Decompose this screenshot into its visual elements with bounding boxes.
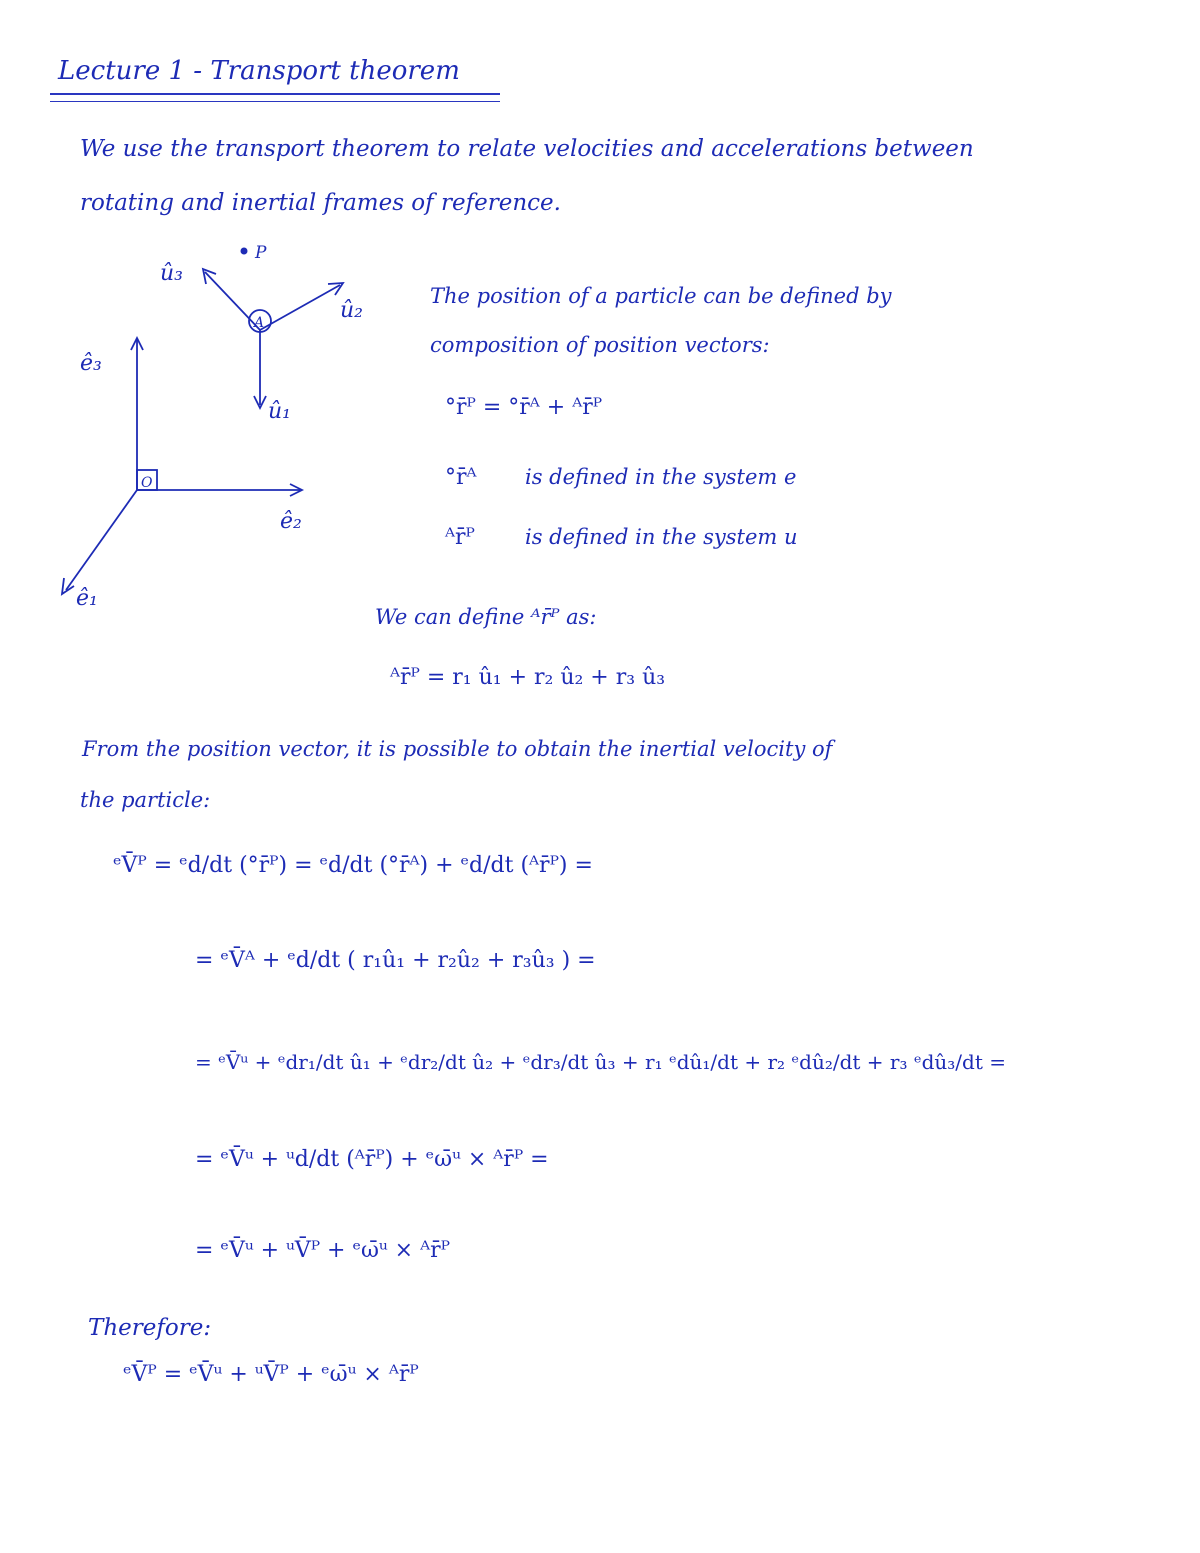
define-vector-text: We can define ᴬr̄ᴾ as:: [375, 605, 597, 629]
definition-2-vector: ᴬr̄ᴾ: [445, 525, 475, 550]
e1-axis: [66, 490, 137, 590]
velocity-line-1: ᵉV̄ᴾ = ᵉd/dt (°r̄ᴾ) = ᵉd/dt (°r̄ᴬ) + ᵉd/dt (ᴬr̄ᴾ) =: [113, 853, 593, 878]
point-a-label: A: [254, 315, 265, 331]
velocity-text-1: From the position vector, it is possible to obtain the inertial velocity of: [82, 737, 833, 761]
definition-2-text: is defined in the system u: [525, 525, 798, 549]
e3-label: ê₃: [80, 351, 102, 376]
e2-label: ê₂: [280, 509, 302, 534]
position-text-2: composition of position vectors:: [430, 333, 770, 357]
u2-axis: [260, 285, 340, 330]
definition-1-text: is defined in the system e: [525, 465, 797, 489]
u1-label: û₁: [268, 399, 291, 424]
definition-1-vector: °r̄ᴬ: [445, 465, 477, 490]
define-vector-equation: ᴬr̄ᴾ = r₁ û₁ + r₂ û₂ + r₃ û₃: [390, 665, 666, 690]
conclusion-equation: ᵉV̄ᴾ = ᵉV̄ᵘ + ᵘV̄ᴾ + ᵉω̄ᵘ × ᴬr̄ᴾ: [123, 1362, 419, 1387]
velocity-line-3: = ᵉV̄ᵘ + ᵉdr₁/dt û₁ + ᵉdr₂/dt û₂ + ᵉdr₃/dt û₃ + r₁ ᵉdû₁/dt + r₂ ᵉdû₂/dt + r₃ ᵉdû₃/dt =: [195, 1050, 1006, 1074]
u2-label: û₂: [340, 298, 363, 323]
velocity-line-4: = ᵉV̄ᵘ + ᵘd/dt (ᴬr̄ᴾ) + ᵉω̄ᵘ × ᴬr̄ᴾ =: [195, 1147, 549, 1172]
velocity-text-2: the particle:: [80, 788, 211, 812]
velocity-line-5: = ᵉV̄ᵘ + ᵘV̄ᴾ + ᵉω̄ᵘ × ᴬr̄ᴾ: [195, 1238, 450, 1263]
origin-label: O: [141, 475, 153, 491]
conclusion-label: Therefore:: [88, 1315, 212, 1341]
position-text-1: The position of a particle can be defined by: [430, 284, 892, 308]
e1-label: ê₁: [76, 586, 98, 611]
u3-axis: [205, 272, 260, 330]
point-p-label: P: [255, 243, 267, 263]
point-p-dot: [241, 248, 248, 255]
intro-line-2: rotating and inertial frames of reference.: [80, 190, 561, 216]
intro-line-1: We use the transport theorem to relate velocities and accelerations between: [80, 136, 974, 162]
position-equation: °r̄ᴾ = °r̄ᴬ + ᴬr̄ᴾ: [445, 395, 603, 420]
velocity-line-2: = ᵉV̄ᴬ + ᵉd/dt ( r₁û₁ + r₂û₂ + r₃û₃ ) =: [195, 948, 596, 973]
u2-arrowhead: [328, 283, 343, 295]
u3-label: û₃: [160, 261, 183, 286]
page-title: Lecture 1 - Transport theorem: [58, 56, 460, 86]
